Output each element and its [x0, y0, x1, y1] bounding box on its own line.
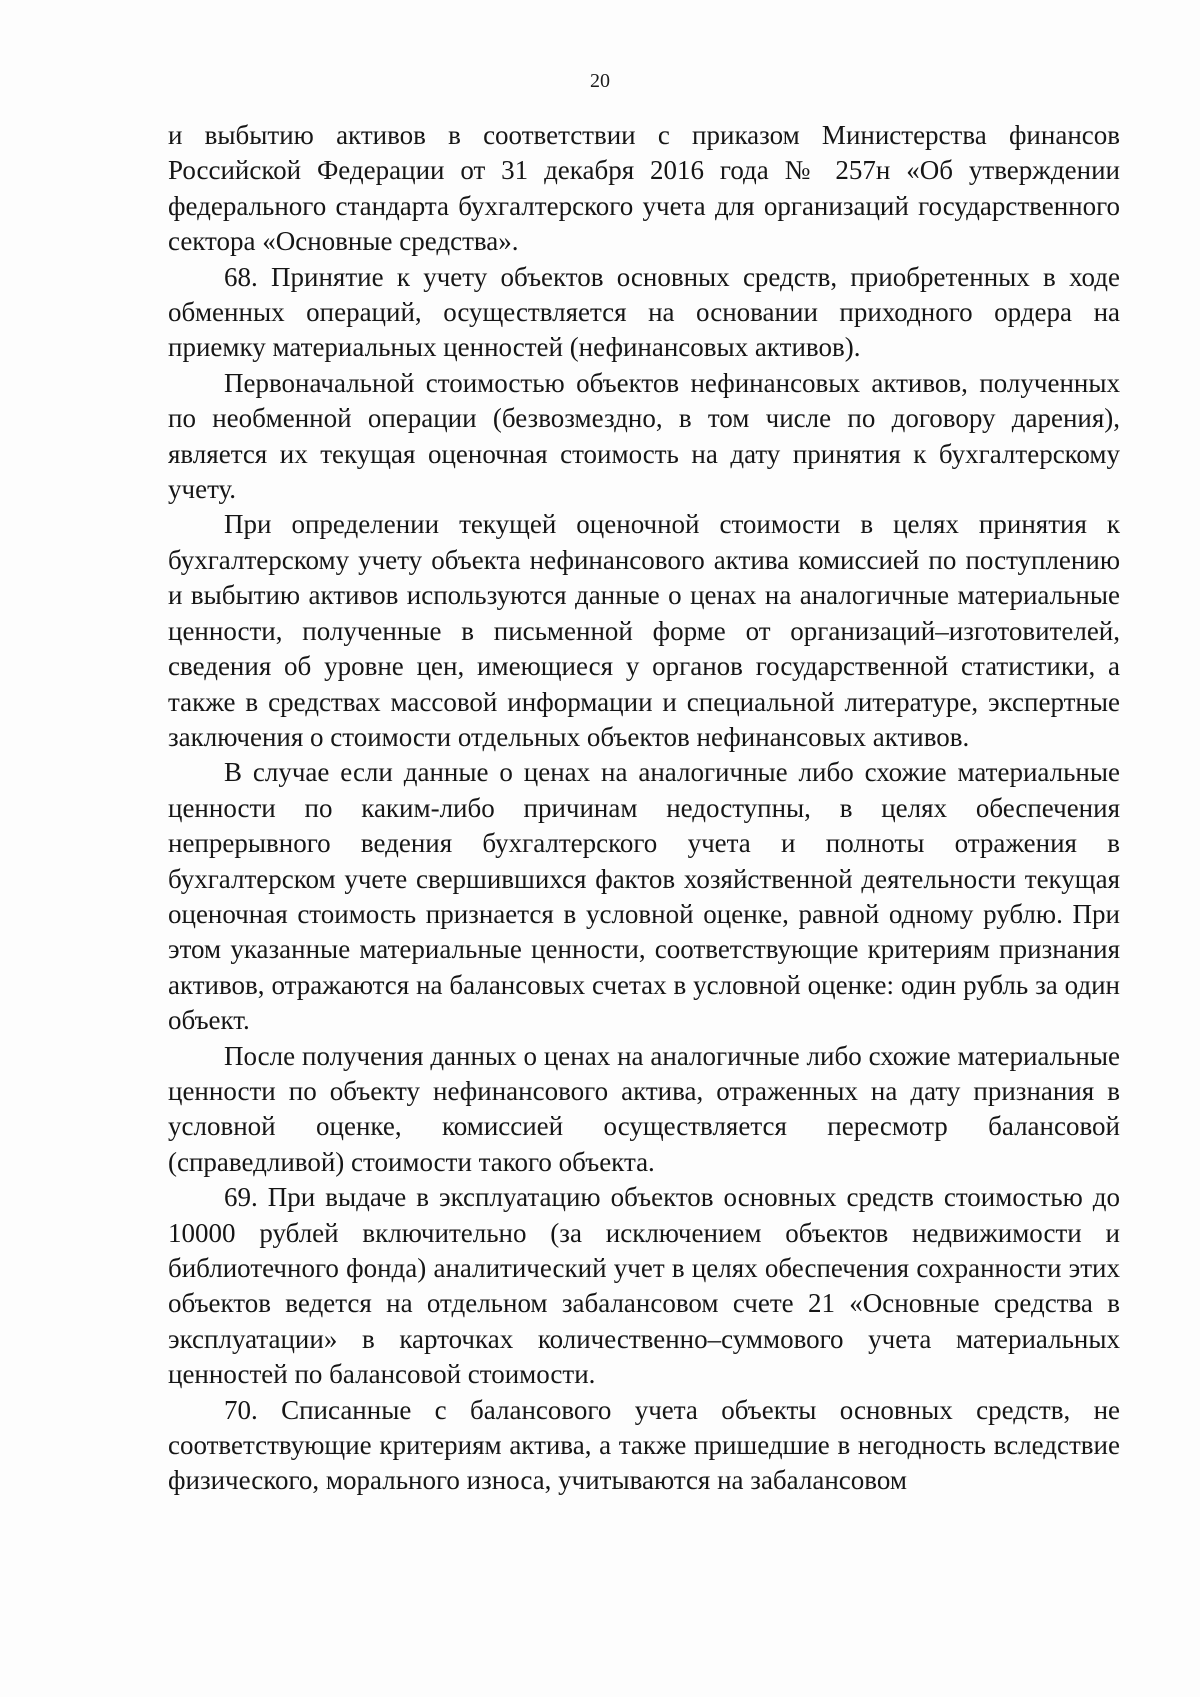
- paragraph-conditional-value: В случае если данные о ценах на аналогичные либо схожие материальные ценности по каким-либо причинам недоступны, в целях обеспечения непрерывного ведения бухгалтерского учета и полноты отражения в бухгалтерском учете свершившихся фактов хозяйственной деятельности текущая оценочная стоимость признается в условной оценке, равной одному рублю. При этом указанные материальные ценности, соответствующие критериям признания активов, отражаются на балансовых счетах в условной оценке: один рубль за один объект.: [168, 757, 1120, 1036]
- document-body: [168, 118, 1120, 1499]
- paragraph-69: 69. При выдаче в эксплуатацию объектов основных средств стоимостью до 10000 рублей включительно (за исключением объектов недвижимости и библиотечного фонда) аналитический учет в целях обеспечения сохранности этих объектов ведется на отдельном забалансовом счете 21 «Основные средства в эксплуатации» в карточках количественно–суммового учета материальных ценностей по балансовой стоимости.: [168, 1182, 1120, 1390]
- paragraph-revaluation: После получения данных о ценах на аналогичные либо схожие материальные ценности по объекту нефинансового актива, отраженных на дату признания в условной оценке, комиссией осуществляется пересмотр балансовой (справедливой) стоимости такого объекта.: [168, 1040, 1120, 1177]
- paragraph-initial-cost: Первоначальной стоимостью объектов нефинансовых активов, полученных по необменной операции (безвозмездно, в том числе по договору дарения), является их текущая оценочная стоимость на дату принятия к бухгалтерскому учету.: [168, 367, 1120, 505]
- paragraph-current-value: При определении текущей оценочной стоимости в целях принятия к бухгалтерскому учету объекта нефинансового актива комиссией по поступлению и выбытию активов используются данные о ценах на аналогичные материальные ценности, полученные в письменной форме от организаций–изготовителей, сведения об уровне цен, имеющиеся у органов государственной статистики, а также в средствах массовой информации и специальной литературе, экспертные заключения о стоимости отдельных объектов нефинансовых активов.: [168, 509, 1120, 752]
- paragraph-68: 68. Принятие к учету объектов основных средств, приобретенных в ходе обменных операций, осуществляется на основании приходного ордера на приемку материальных ценностей (нефинансовых активов).: [168, 261, 1120, 363]
- page-number: 20: [590, 70, 610, 92]
- paragraph-70: 70. Списанные с балансового учета объекты основных средств, не соответствующие критериям актива, а также пришедшие в негодность вследствие физического, морального износа, учитываются на забалансовом: [168, 1394, 1120, 1496]
- paragraph-continuation: и выбытию активов в соответствии с приказом Министерства финансов Российской Федерации от 31 декабря 2016 года № 257н «Об утверждении федерального стандарта бухгалтерского учета для организаций государственного сектора «Основные средства».: [168, 120, 1120, 257]
